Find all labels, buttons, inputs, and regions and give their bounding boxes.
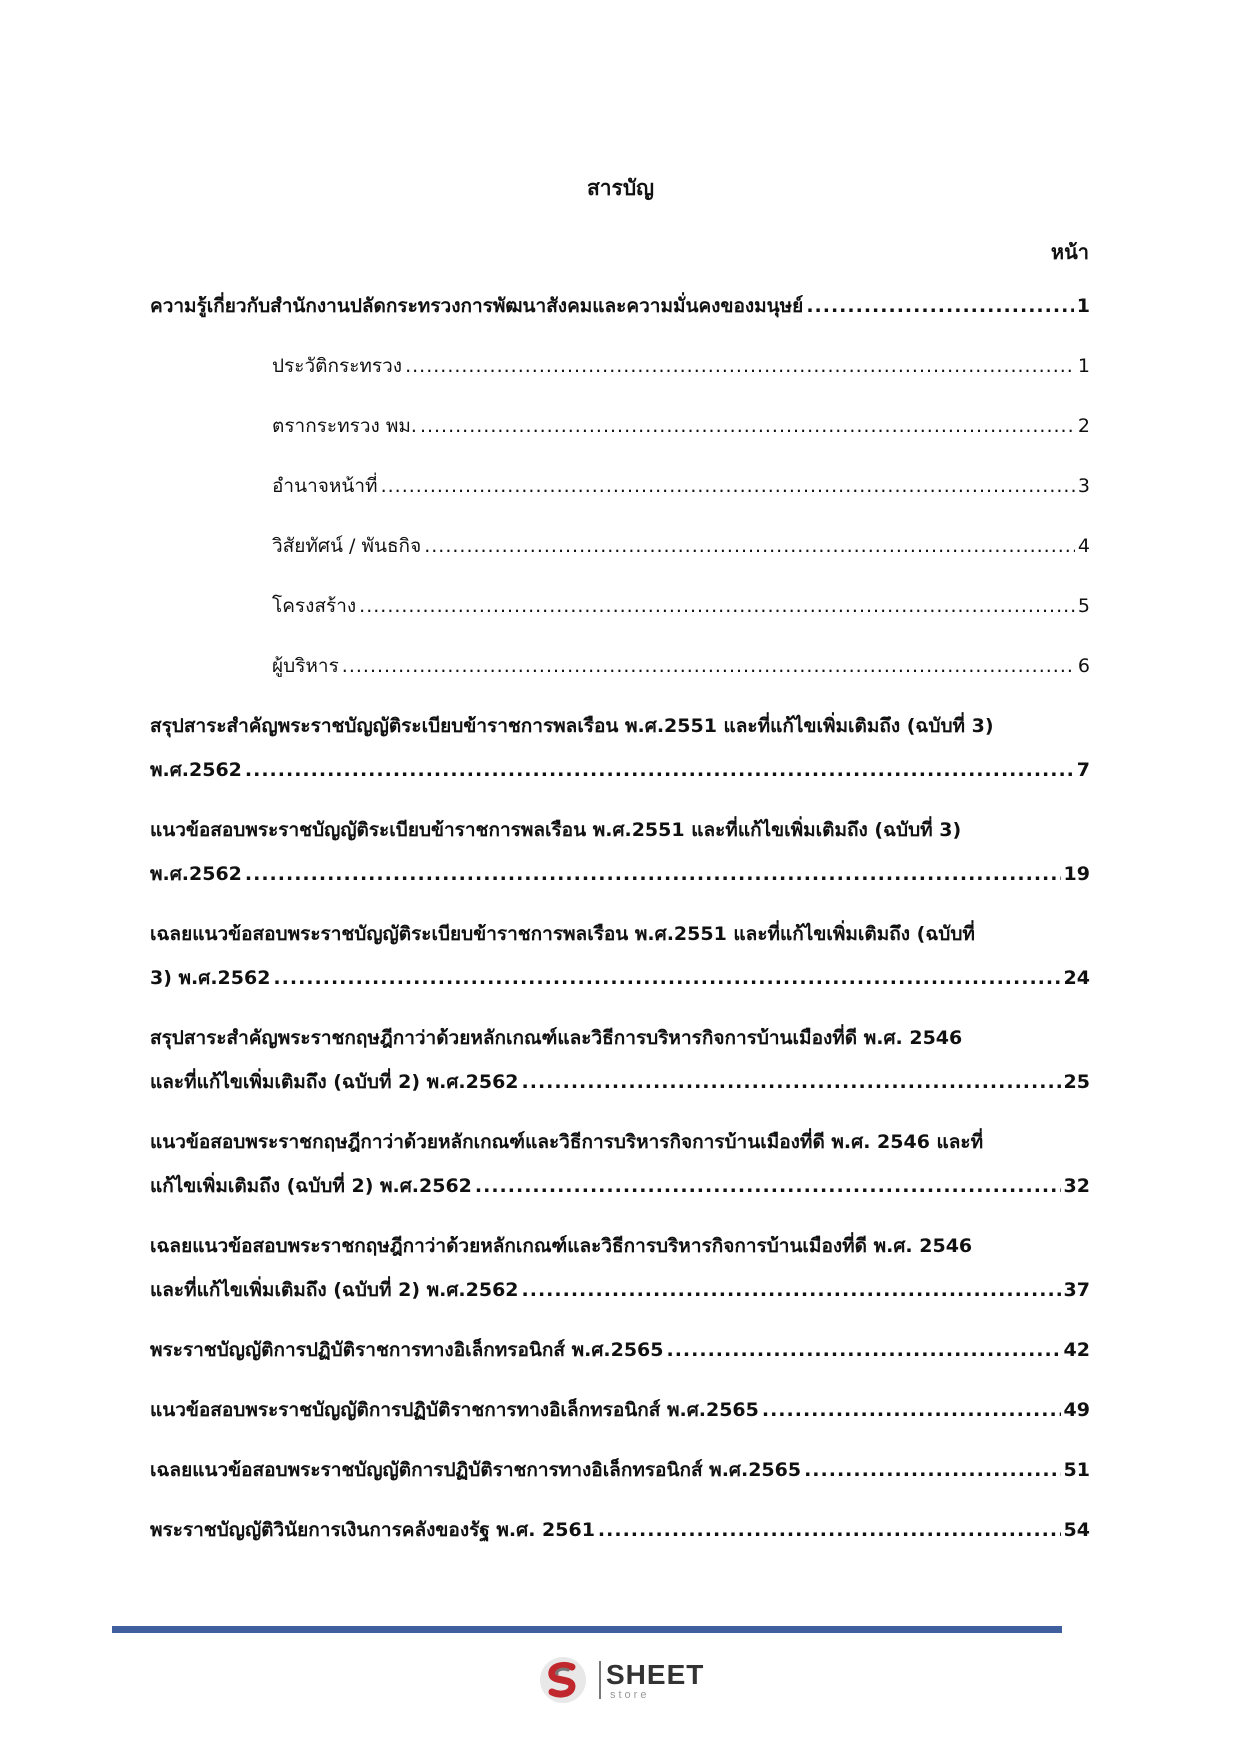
toc-entry[interactable] — [150, 1508, 1090, 1552]
toc-entry-text: ตรากระทรวง พม. — [272, 415, 417, 437]
dot-leader — [342, 644, 1075, 688]
toc-entry-text: แนวข้อสอบพระราชบัญญัติการปฏิบัติราชการทางอิเล็กทรอนิกส์ พ.ศ.2565 — [150, 1399, 759, 1421]
toc-entry-text: ผู้บริหาร — [272, 655, 339, 677]
dot-leader — [273, 956, 1060, 1000]
toc-entry-page: 19 — [1063, 863, 1090, 885]
dot-leader — [804, 1448, 1060, 1492]
toc-entry-text: สรุปสาระสำคัญพระราชบัญญัติระเบียบข้าราชการพลเรือน พ.ศ.2551 และที่แก้ไขเพิ่มเติมถึง (ฉบับที่ 3) — [150, 715, 994, 737]
dot-leader — [598, 1508, 1061, 1552]
toc-entry-page: 1 — [1077, 355, 1090, 377]
toc-entry-page: 5 — [1077, 595, 1090, 617]
logo-subtext: store — [610, 1689, 650, 1701]
toc-entry[interactable] — [150, 1224, 1090, 1312]
toc-subentry[interactable] — [272, 404, 1090, 448]
toc-entry-page: 32 — [1063, 1175, 1090, 1197]
toc-entry-page: 2 — [1077, 415, 1090, 437]
dot-leader — [762, 1388, 1061, 1432]
toc-subentry[interactable] — [272, 464, 1090, 508]
sheet-store-logo — [538, 1655, 708, 1705]
toc-entry-page: 7 — [1076, 759, 1090, 781]
page-column-header: หน้า — [1050, 240, 1089, 264]
toc-subentry[interactable] — [272, 524, 1090, 568]
toc-entry[interactable] — [150, 284, 1090, 328]
toc-entry-text: พระราชบัญญัติการปฏิบัติราชการทางอิเล็กทรอนิกส์ พ.ศ.2565 — [150, 1339, 664, 1361]
toc-entry-text-cont: แก้ไขเพิ่มเติมถึง (ฉบับที่ 2) พ.ศ.2562 — [150, 1175, 472, 1197]
dot-leader — [522, 1060, 1061, 1104]
toc-entry-page: 54 — [1063, 1519, 1090, 1541]
toc-entry-page: 49 — [1063, 1399, 1090, 1421]
toc-entry-text: สรุปสาระสำคัญพระราชกฤษฎีกาว่าด้วยหลักเกณฑ์และวิธีการบริหารกิจการบ้านเมืองที่ดี พ.ศ. 2546 — [150, 1027, 963, 1049]
toc-entry-text-cont: และที่แก้ไขเพิ่มเติมถึง (ฉบับที่ 2) พ.ศ.2562 — [150, 1279, 519, 1301]
toc-entry-page: 4 — [1077, 535, 1090, 557]
toc-entry-text: เฉลยแนวข้อสอบพระราชกฤษฎีกาว่าด้วยหลักเกณฑ์และวิธีการบริหารกิจการบ้านเมืองที่ดี พ.ศ. 2546 — [150, 1235, 973, 1257]
toc-title: สารบัญ — [586, 176, 655, 200]
toc-entry-text: เฉลยแนวข้อสอบพระราชบัญญัติการปฏิบัติราชการทางอิเล็กทรอนิกส์ พ.ศ.2565 — [150, 1459, 802, 1481]
toc-entry-text: แนวข้อสอบพระราชบัญญัติระเบียบข้าราชการพลเรือน พ.ศ.2551 และที่แก้ไขเพิ่มเติมถึง (ฉบับที่ 3) — [150, 819, 962, 841]
toc-entry-page: 37 — [1063, 1279, 1090, 1301]
toc-entry-text: เฉลยแนวข้อสอบพระราชบัญญัติระเบียบข้าราชการพลเรือน พ.ศ.2551 และที่แก้ไขเพิ่มเติมถึง (ฉบับที่ — [150, 923, 975, 945]
dot-leader — [420, 404, 1075, 448]
toc-entry-text: ความรู้เกี่ยวกับสำนักงานปลัดกระทรวงการพัฒนาสังคมและความมั่นคงของมนุษย์ — [150, 295, 804, 317]
dot-leader — [245, 748, 1074, 792]
dot-leader — [245, 852, 1061, 896]
toc-entry-page: 3 — [1077, 475, 1090, 497]
toc-entry-text-cont: พ.ศ.2562 — [150, 759, 242, 781]
toc-entry-text-cont: 3) พ.ศ.2562 — [150, 967, 271, 989]
toc-entry-text-cont: และที่แก้ไขเพิ่มเติมถึง (ฉบับที่ 2) พ.ศ.2562 — [150, 1071, 519, 1093]
toc-entry-page: 51 — [1063, 1459, 1090, 1481]
toc-entry-text: พระราชบัญญัติวินัยการเงินการคลังของรัฐ พ.ศ. 2561 — [150, 1519, 595, 1541]
toc-entry-text-cont: พ.ศ.2562 — [150, 863, 242, 885]
toc-entry-page: 25 — [1063, 1071, 1090, 1093]
toc-entry[interactable] — [150, 1016, 1090, 1104]
toc-entry-text: แนวข้อสอบพระราชกฤษฎีกาว่าด้วยหลักเกณฑ์และวิธีการบริหารกิจการบ้านเมืองที่ดี พ.ศ. 2546 และที่ — [150, 1131, 984, 1153]
dot-leader — [667, 1328, 1061, 1372]
toc-entry-text: อำนาจหน้าที่ — [272, 475, 378, 497]
sheet-store-s-logo-icon — [538, 1655, 588, 1705]
logo-divider — [599, 1661, 601, 1699]
toc-entry-page: 42 — [1063, 1339, 1090, 1361]
toc-subentry[interactable] — [272, 584, 1090, 628]
toc-entry[interactable] — [150, 704, 1090, 792]
dot-leader — [359, 584, 1075, 628]
toc-entry[interactable] — [150, 912, 1090, 1000]
footer-rule — [112, 1626, 1062, 1633]
toc-entry-text: วิสัยทัศน์ / พันธกิจ — [272, 535, 422, 557]
toc-entry[interactable] — [150, 1328, 1090, 1372]
logo-wordmark: SHEET — [606, 1659, 705, 1690]
dot-leader — [405, 344, 1075, 388]
toc-entry[interactable] — [150, 1388, 1090, 1432]
dot-leader — [475, 1164, 1061, 1208]
dot-leader — [424, 524, 1075, 568]
toc-entry[interactable] — [150, 808, 1090, 896]
toc-entry-page: 6 — [1077, 655, 1090, 677]
dot-leader — [806, 284, 1073, 328]
dot-leader — [522, 1268, 1061, 1312]
toc-entry-text: โครงสร้าง — [272, 595, 357, 617]
toc-entry-page: 24 — [1063, 967, 1090, 989]
toc-subentry[interactable] — [272, 644, 1090, 688]
toc-entry-page: 1 — [1076, 295, 1090, 317]
toc-entry[interactable] — [150, 1120, 1090, 1208]
toc-entry[interactable] — [150, 1448, 1090, 1492]
toc-entry-text: ประวัติกระทรวง — [272, 355, 403, 377]
dot-leader — [381, 464, 1075, 508]
toc-subentry[interactable] — [272, 344, 1090, 388]
